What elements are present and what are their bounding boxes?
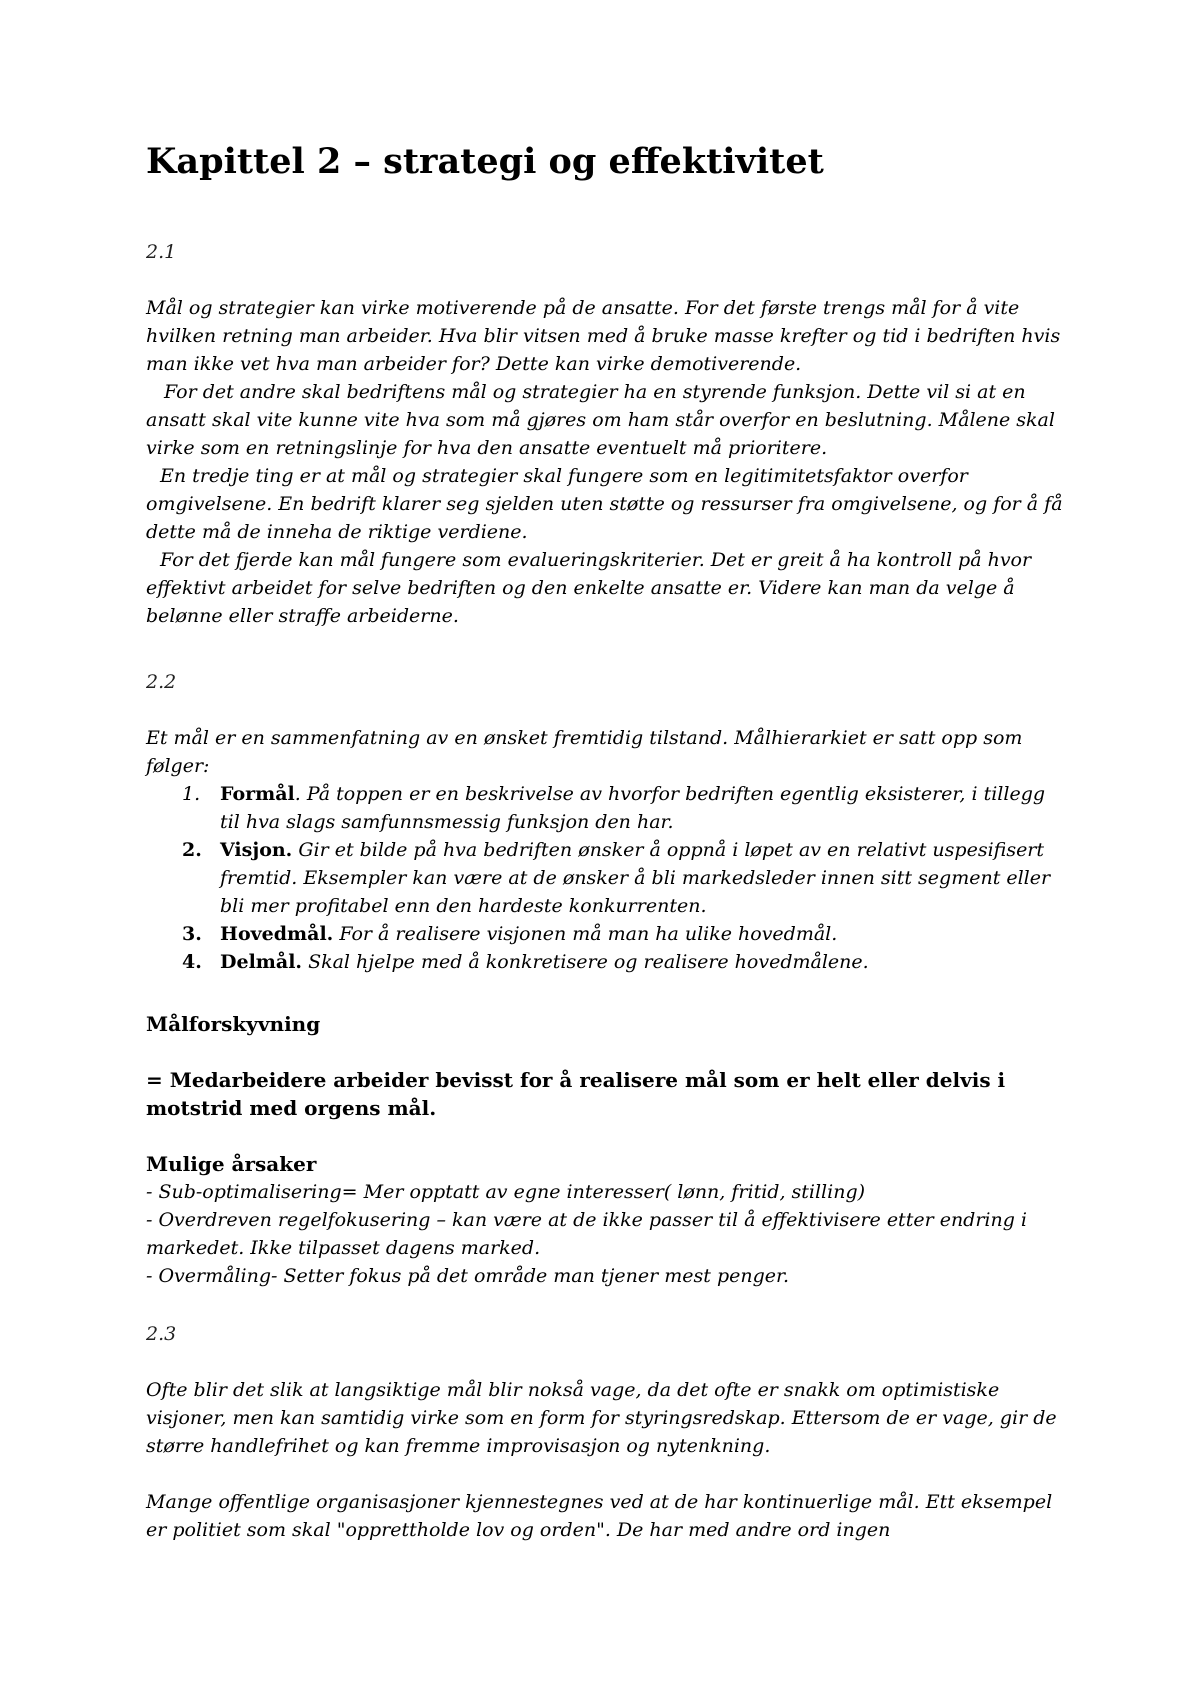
- paragraph: Ofte blir det slik at langsiktige mål blir nokså vage, da det ofte er snakk om optimistiske visjoner, men kan samtidig virke som en form for styringsredskap. Ettersom de er vage, gir de større handlefrihet og kan fremme improvisasjon og nytenkning.: [146, 1379, 1057, 1457]
- list-term: Visjon.: [220, 839, 293, 861]
- paragraph: For det andre skal bedriftens mål og strategier ha en styrende funksjon. Dette vil si at en ansatt skal vite kunne vite hva som må gjøres om ham står overfor en beslutning. Målene skal virke som en retningslinje for hva den ansatte eventuelt må prioritere.: [146, 381, 1055, 459]
- list-item: [146, 920, 1066, 948]
- list-item: [146, 836, 1066, 920]
- list-number: 2.: [182, 839, 202, 861]
- list-text: Skal hjelpe med å konkretisere og realisere hovedmålene.: [302, 951, 869, 973]
- chapter-title: Kapittel 2 – strategi og effektivitet: [146, 141, 824, 182]
- list-term: Hovedmål.: [220, 923, 334, 945]
- goal-hierarchy-list: [146, 780, 1066, 976]
- list-number: 3.: [182, 923, 202, 945]
- section-2-3-body: [146, 1376, 1066, 1544]
- section-number-2-3: 2.3: [146, 1323, 177, 1345]
- list-text: . På toppen er en beskrivelse av hvorfor bedriften egentlig eksisterer, i tillegg til hva slags samfunnsmessig funksjon den har.: [220, 783, 1046, 833]
- list-text: Gir et bilde på hva bedriften ønsker å oppnå i løpet av en relativt uspesifisert fremtid. Eksempler kan være at de ønsker å bli markedsleder innen sitt segment eller bli mer profitabel enn den hardeste konkurrenten.: [220, 839, 1051, 917]
- list-item: [146, 780, 1066, 836]
- list-item: [146, 948, 1066, 976]
- cause-item: - Overdreven regelfokusering – kan være at de ikke passer til å effektivisere etter endring i markedet. Ikke tilpasset dagens marked.: [146, 1209, 1028, 1259]
- paragraph: Et mål er en sammenfatning av en ønsket fremtidig tilstand. Målhierarkiet er satt opp som følger:: [146, 727, 1023, 777]
- heading-mulige-arsaker: Mulige årsaker: [146, 1152, 317, 1176]
- definition-text: = Medarbeidere arbeider bevisst for å realisere mål som er helt eller delvis i motstrid med orgens mål.: [146, 1068, 1006, 1120]
- list-number: 1.: [182, 783, 201, 805]
- section-2-2-body: [146, 724, 1066, 976]
- paragraph: For det fjerde kan mål fungere som evalueringskriterier. Det er greit å ha kontroll på hvor effektivt arbeidet for selve bedriften og den enkelte ansatte er. Videre kan man da velge å belønne eller straffe arbeiderne.: [146, 549, 1032, 627]
- list-term: Delmål.: [220, 951, 303, 973]
- list-term: Formål: [220, 783, 295, 805]
- list-number: 4.: [182, 951, 202, 973]
- section-2-1-body: [146, 294, 1066, 630]
- paragraph: Mål og strategier kan virke motiverende på de ansatte. For det første trengs mål for å vite hvilken retning man arbeider. Hva blir vitsen med å bruke masse krefter og tid i bedriften hvis man ikke vet hva man arbeider for? Dette kan virke demotiverende.: [146, 297, 1061, 375]
- paragraph: En tredje ting er at mål og strategier skal fungere som en legitimitetsfaktor overfor omgivelsene. En bedrift klarer seg sjelden uten støtte og ressurser fra omgivelsene, og for å få dette må de inneha de riktige verdiene.: [146, 465, 1063, 543]
- paragraph: Mange offentlige organisasjoner kjennestegnes ved at de har kontinuerlige mål. Ett eksempel er politiet som skal "opprettholde lov og orden". De har med andre ord ingen: [146, 1491, 1053, 1541]
- causes-block: [146, 1150, 1066, 1290]
- heading-malforskyvning: Målforskyvning: [146, 1012, 321, 1036]
- cause-item: - Sub-optimalisering= Mer opptatt av egne interesser( lønn, fritid, stilling): [146, 1181, 866, 1203]
- cause-item: - Overmåling- Setter fokus på det område man tjener mest penger.: [146, 1265, 790, 1287]
- section-number-2-2: 2.2: [146, 671, 177, 693]
- list-text: For å realisere visjonen må man ha ulike hovedmål.: [333, 923, 838, 945]
- section-number-2-1: 2.1: [146, 241, 177, 263]
